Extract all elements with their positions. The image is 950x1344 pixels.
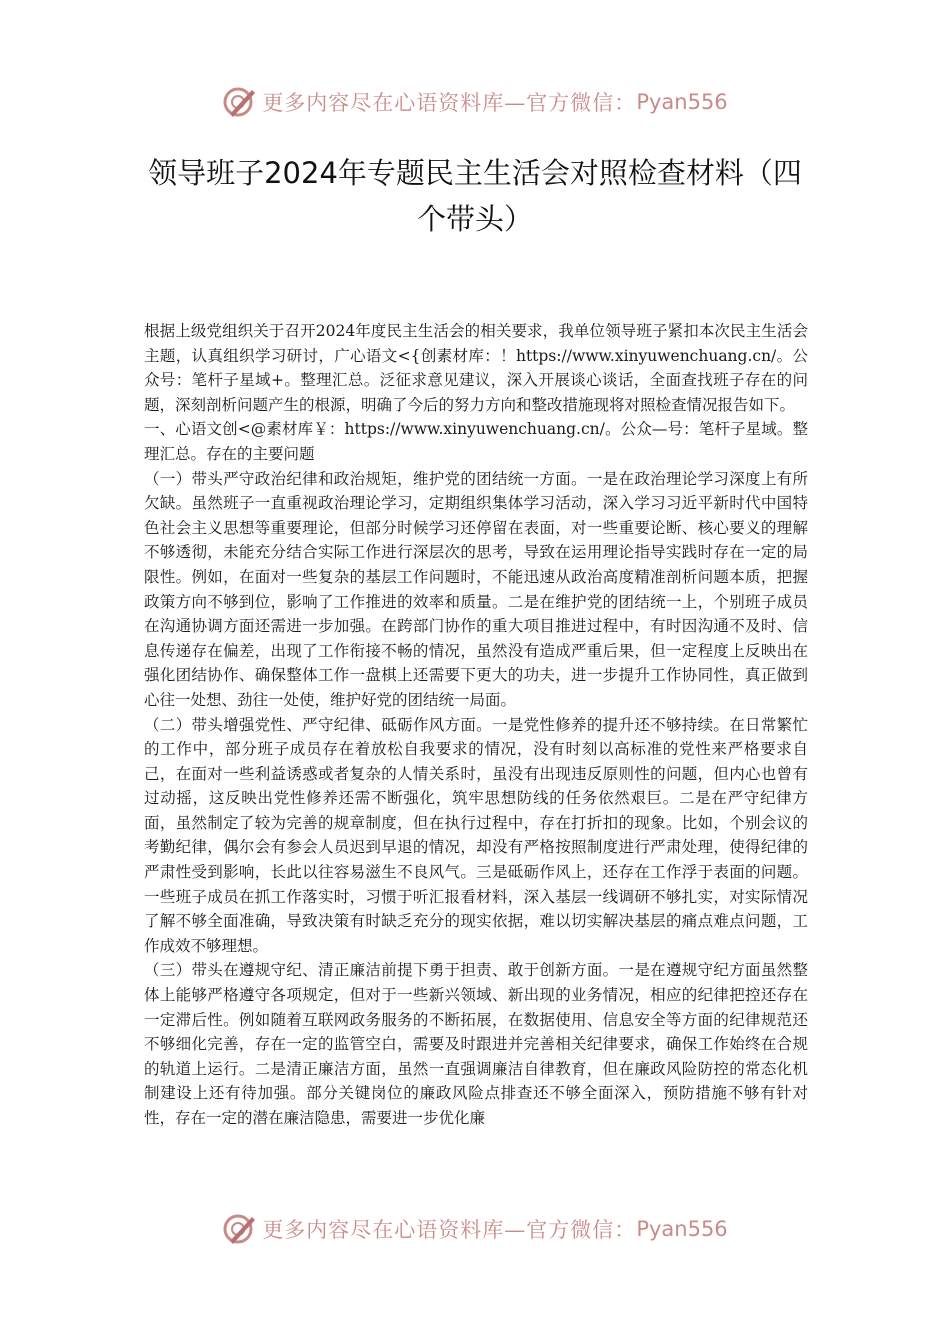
pen-logo-icon <box>222 1211 258 1247</box>
banner-wechat-id: Pyan556 <box>636 1217 728 1241</box>
page-title: 领导班子2024年专题民主生活会对照检查材料（四个带头） <box>148 156 802 236</box>
paragraph-item-1: （一）带头严守政治纪律和政治规矩，维护党的团结统一方面。一是在政治理论学习深度上有所欠缺。虽然班子一直重视政治理论学习，定期组织集体学习活动，深入学习习近平新时代中国特色社会主义思想等重要理论，但部分时候学习还停留在表面，对一些重要论断、核心要义的理解不够透彻，未能充分结合实际工作进行深层次的思考，导致在运用理论指导实践时存在一定的局限性。例如，在面对一些复杂的基层工作问题时，不能迅速从政治高度精准剖析问题本质，把握政策方向不够到位，影响了工作推进的效率和质量。二是在维护党的团结统一上，个别班子成员在沟通协调方面还需进一步加强。在跨部门协作的重大项目推进过程中，有时因沟通不及时、信息传递存在偏差，出现了工作衔接不畅的情况，虽然没有造成严重后果，但一定程度上反映出在强化团结协作、确保整体工作一盘棋上还需要下更大的功夫，进一步提升工作协同性，真正做到心往一处想、劲往一处使，维护好党的团结统一局面。 <box>144 469 808 709</box>
paragraph-item-2: （二）带头增强党性、严守纪律、砥砺作风方面。一是党性修养的提升还不够持续。在日常繁忙的工作中，部分班子成员存在着放松自我要求的情况，没有时刻以高标准的党性来严格要求自己，在面对一些利益诱惑或者复杂的人情关系时，虽没有出现违反原则性的问题，但内心也曾有过动摇，这反映出党性修养还需不断强化，筑牢思想防线的任务依然艰巨。二是在严守纪律方面，虽然制定了较为完善的规章制度，但在执行过程中，存在打折扣的现象。比如，个别会议的考勤纪律，偶尔会有参会人员迟到早退的情况，却没有严格按照制度进行严肃处理，使得纪律的严肃性受到影响，长此以往容易滋生不良风气。三是砥砺作风上，还存在工作浮于表面的问题。一些班子成员在抓工作落实时，习惯于听汇报看材料，深入基层一线调研不够扎实，对实际情况了解不够全面准确，导致决策有时缺乏充分的现实依据，难以切实解决基层的痛点难点问题，工作成效不够理想。 <box>144 715 808 955</box>
banner-text: 更多内容尽在心语资料库—官方微信： <box>262 91 637 115</box>
section-heading: 一、心语文创<@素材库￥：https://www.xinyuwenchuang.cn/。公众—号：笔杆子星域。整理汇总。存在的主要问题 <box>144 420 808 463</box>
pen-logo-icon <box>222 84 258 120</box>
banner-wechat-id: Pyan556 <box>636 90 728 114</box>
watermark-banner-bottom <box>0 1207 950 1251</box>
paragraph-item-3: （三）带头在遵规守纪、清正廉洁前提下勇于担责、敢于创新方面。一是在遵规守纪方面虽然整体上能够严格遵守各项规定，但对于一些新兴领域、新出现的业务情况，相应的纪律把控还存在一定滞后性。例如随着互联网政务服务的不断拓展，在数据使用、信息安全等方面的纪律规范还不够细化完善，存在一定的监管空白，需要及时跟进并完善相关纪律要求，确保工作始终在合规的轨道上运行。二是清正廉洁方面，虽然一直强调廉洁自律教育，但在廉政风险防控的常态化机制建设上还有待加强。部分关键岗位的廉政风险点排查还不够全面深入，预防措施不够有针对性，存在一定的潜在廉洁隐患，需要进一步优化廉 <box>144 961 808 1127</box>
document-body <box>144 319 808 1131</box>
watermark-banner-top <box>0 80 950 124</box>
banner-text: 更多内容尽在心语资料库—官方微信： <box>262 1218 637 1242</box>
paragraph-intro: 根据上级党组织关于召开2024年度民主生活会的相关要求，我单位领导班子紧扣本次民主生活会主题，认真组织学习研讨，广心语文<{创素材库：！https://www.xinyuwenchuang.cn/。公众号：笔杆子星域+。整理汇总。泛征求意见建议，深入开展谈心谈话，全面查找班子存在的问题，深刻剖析问题产生的根源，明确了今后的努力方向和整改措施现将对照检查情况报告如下。 <box>144 322 808 414</box>
